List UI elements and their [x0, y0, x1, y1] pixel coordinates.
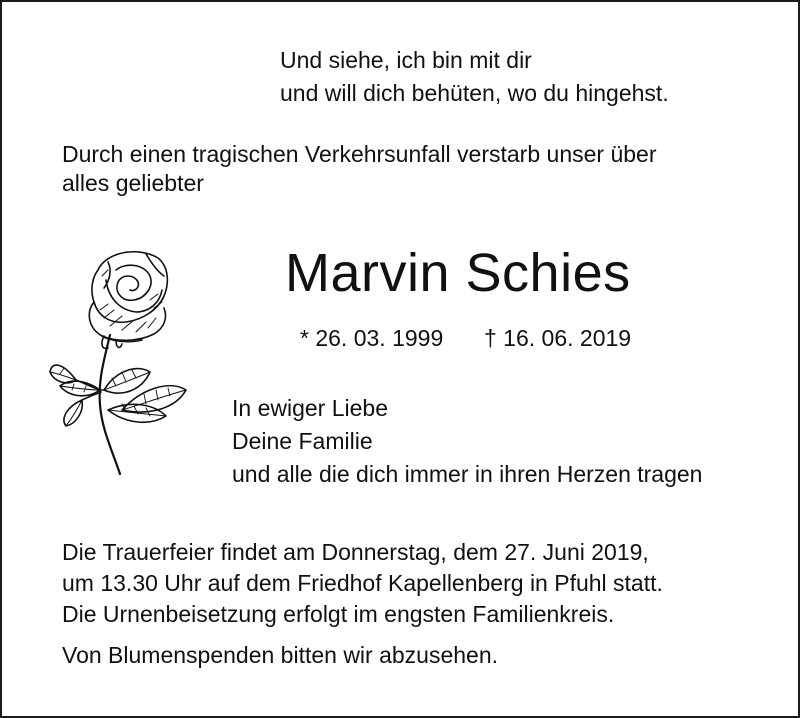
bible-verse-line-1: Und siehe, ich bin mit dir	[280, 47, 532, 73]
intro-line-1: Durch einen tragischen Verkehrsunfall verstarb unser über	[62, 141, 657, 167]
service-info-line-1: Die Trauerfeier findet am Donnerstag, dem 27. Juni 2019,	[62, 539, 649, 565]
signature-line-1: In ewiger Liebe	[232, 395, 388, 421]
service-info-line-4: Von Blumenspenden bitten wir abzusehen.	[62, 642, 499, 668]
death-date: † 16. 06. 2019	[484, 325, 632, 351]
deceased-name: Marvin Schies	[285, 243, 631, 303]
rose-icon	[46, 240, 196, 480]
service-info-line-3: Die Urnenbeisetzung erfolgt im engsten Familienkreis.	[62, 601, 615, 627]
intro-line-2: alles geliebter	[62, 170, 204, 196]
bible-verse-line-2: und will dich behüten, wo du hingehst.	[280, 80, 669, 106]
signature-line-2: Deine Familie	[232, 428, 373, 454]
signature-line-3: und alle die dich immer in ihren Herzen tragen	[232, 461, 703, 487]
service-info-line-2: um 13.30 Uhr auf dem Friedhof Kapellenberg in Pfuhl statt.	[62, 570, 663, 596]
birth-date: * 26. 03. 1999	[300, 325, 444, 351]
